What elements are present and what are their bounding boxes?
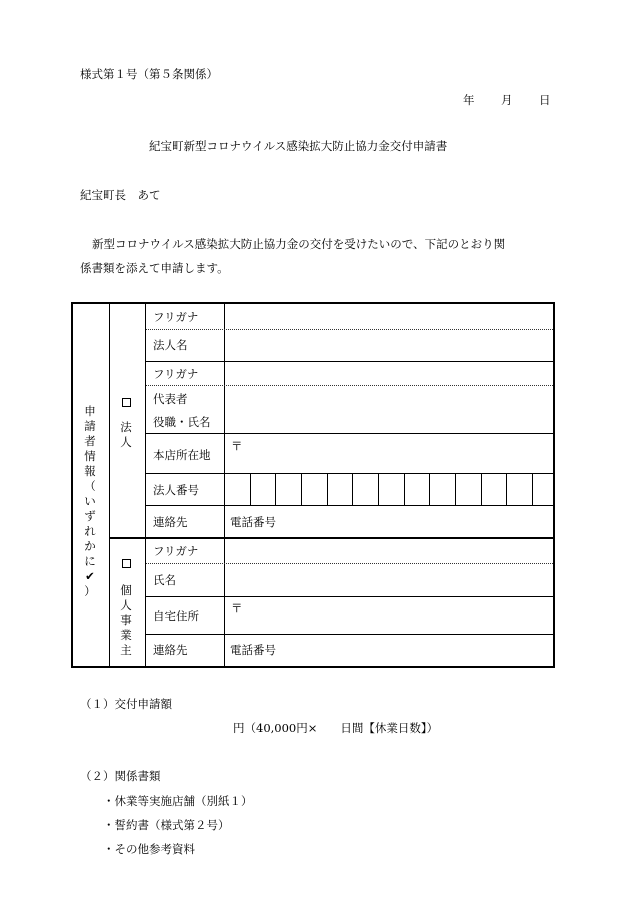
date-year: 年 (463, 93, 475, 107)
head-office-postal-mark: 〒 (231, 439, 243, 453)
corporation-label: 法 人 (120, 420, 132, 449)
corp-phone-label: 電話番号 (230, 515, 276, 529)
date-day: 日 (539, 93, 551, 107)
addressee: 紀宝町長 あて (80, 188, 161, 202)
date-month: 月 (501, 93, 513, 107)
home-address-label: 自宅住所 (153, 609, 199, 623)
section2-heading: （２）関係書類 (80, 769, 161, 783)
rep-label-line1: 代表者 (153, 392, 188, 406)
intro-line-2: 係書類を添えて申請します。 (80, 261, 229, 275)
intro-line-1: 新型コロナウイルス感染拡大防止協力金の交付を受けたいので、下記のとおり関 (92, 237, 506, 251)
indiv-contact-label: 連絡先 (153, 643, 188, 657)
indiv-furigana-label: フリガナ (153, 544, 199, 558)
individual-checkbox[interactable] (122, 559, 131, 568)
applicant-info-side-label: 申 請 者 情 報 （ い ず れ か に ✔ ） (84, 404, 96, 598)
section1-heading: （１）交付申請額 (80, 697, 172, 711)
rep-furigana-label: フリガナ (153, 367, 199, 381)
document-title: 紀宝町新型コロナウイルス感染拡大防止協力金交付申請書 (149, 139, 448, 153)
rep-label-line2: 役職・氏名 (153, 415, 211, 429)
individual-label: 個 人 事 業 主 (120, 583, 132, 657)
form-number: 様式第１号（第５条関係） (80, 67, 218, 81)
head-office-address-label: 本店所在地 (153, 448, 211, 462)
corp-name-label: 法人名 (153, 338, 188, 352)
corp-contact-label: 連絡先 (153, 515, 188, 529)
section1-amount-line: 円（40,000円× 日間【休業日数】） (233, 721, 439, 735)
document-list-item: ・誓約書（様式第２号） (103, 818, 230, 832)
corporation-checkbox[interactable] (122, 398, 131, 407)
corp-furigana-label: フリガナ (153, 310, 199, 324)
document-list-item: ・その他参考資料 (103, 842, 195, 856)
indiv-phone-label: 電話番号 (230, 643, 276, 657)
indiv-name-label: 氏名 (153, 573, 176, 587)
corp-number-label: 法人番号 (153, 483, 199, 497)
document-list-item: ・休業等実施店舗（別紙１） (103, 794, 253, 808)
home-postal-mark: 〒 (231, 601, 243, 615)
